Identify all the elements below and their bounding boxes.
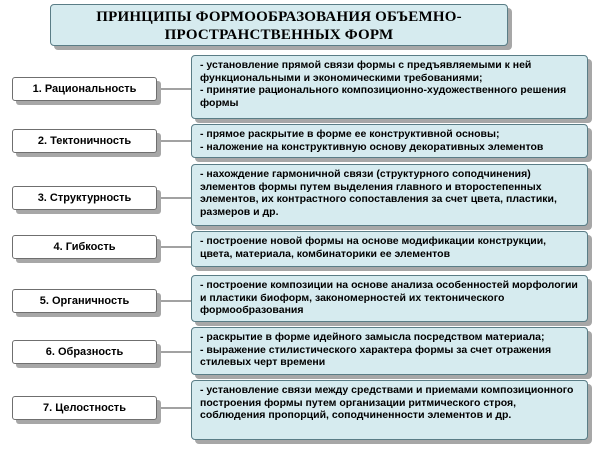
description-6-line-1: - раскрытие в форме идейного замысла посредством материала; xyxy=(200,331,545,343)
principle-description-2 xyxy=(191,124,588,158)
principle-description-3 xyxy=(191,164,588,226)
description-2-line-2: - наложение на конструктивную основу декоративных элементов xyxy=(200,140,544,153)
description-5-line-1: - построение композиции на основе анализа особенностей морфологии и пластики биоформ, закономерностей их тектонического формообразования xyxy=(200,279,578,317)
principle-label-3: 3. Структурность xyxy=(12,186,157,210)
title-line-2: ПРОСТРАНСТВЕННЫХ ФОРМ xyxy=(164,27,394,43)
description-2-line-1: - прямое раскрытие в форме ее конструктивной основы; xyxy=(200,128,500,140)
description-7-line-1: - установление связи между средствами и приемами композиционного построения формы путем организации ритмического строя, соблюдения пропорций, соподчиненности элементов и др. xyxy=(200,384,574,422)
principle-label-1: 1. Рациональность xyxy=(12,77,157,101)
principle-label-6: 6. Образность xyxy=(12,340,157,364)
description-3-line-1: - нахождение гармоничной связи (структурного соподчинения) элементов формы путем выделения главного и второстепенных элементов, их контрастного сопоставления за счет цвета, пластики, размеров и др. xyxy=(200,168,557,218)
description-4-line-1: - построение новой формы на основе модификации конструкции, цвета, материала, комбинаторики ее элементов xyxy=(200,235,547,260)
principle-label-5: 5. Органичность xyxy=(12,289,157,313)
principle-label-2: 2. Тектоничность xyxy=(12,129,157,153)
principle-label-4: 4. Гибкость xyxy=(12,235,157,259)
principle-description-4 xyxy=(191,231,588,267)
principle-description-1 xyxy=(191,55,588,119)
principle-description-6 xyxy=(191,327,588,375)
description-6-line-2: - выражение стилистического характера формы за счет отражения стилевых черт времени xyxy=(200,343,552,369)
principle-description-5 xyxy=(191,275,588,322)
title-line-1: ПРИНЦИПЫ ФОРМООБРАЗОВАНИЯ ОБЪЕМНО- xyxy=(96,9,462,25)
principle-label-7: 7. Целостность xyxy=(12,396,157,420)
description-1-line-2: - принятие рационального композиционно-художественного решения формы xyxy=(200,84,567,109)
description-1-line-1: - установление прямой связи формы с предъявляемыми к ней функциональными и экономическими требованиями; xyxy=(200,59,532,84)
principle-description-7 xyxy=(191,380,588,440)
